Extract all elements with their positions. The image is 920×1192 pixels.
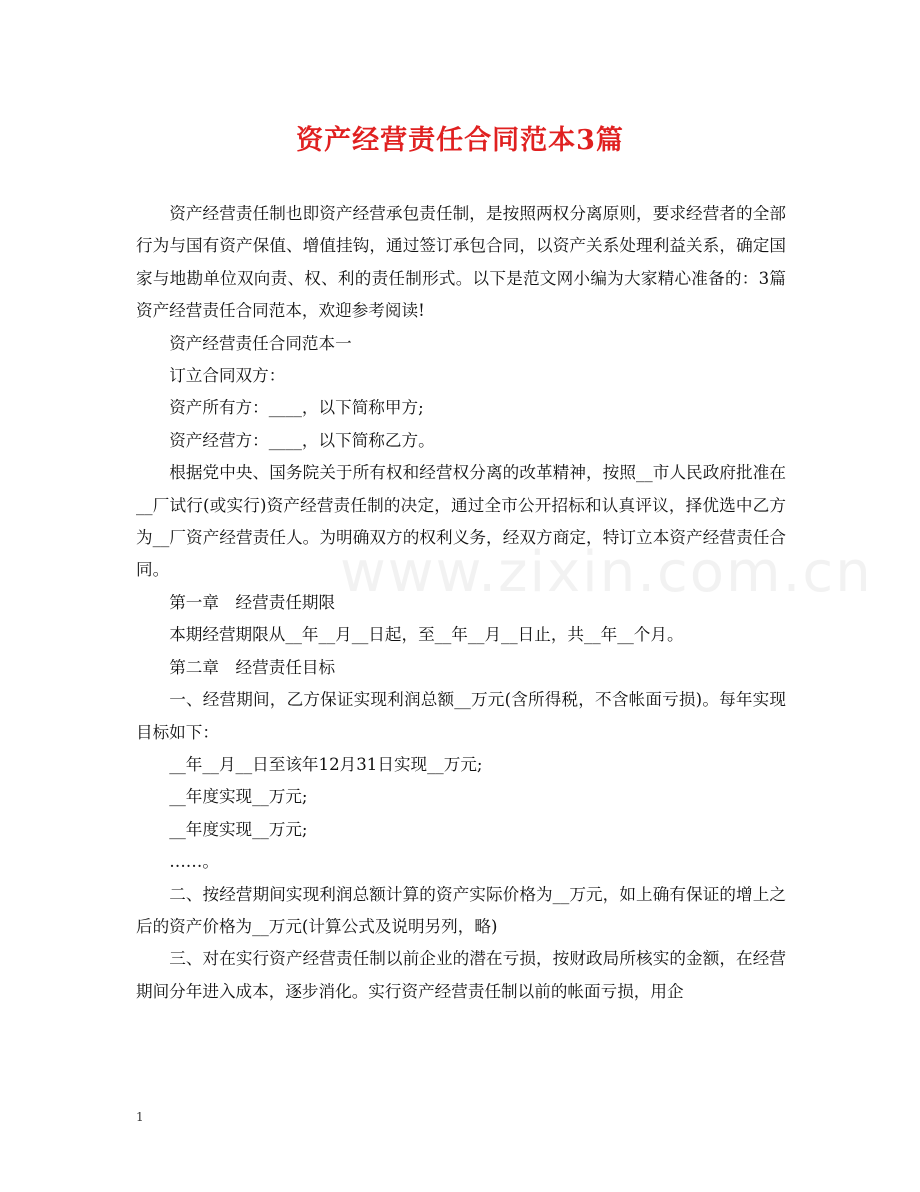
document-body (136, 198, 786, 1008)
chapter-heading: 第一章 经营责任期限 (169, 592, 336, 612)
chapter-heading: 第二章 经营责任目标 (169, 657, 336, 677)
paragraph: 二、按经营期间实现利润总额计算的资产实际价格为__万元，如上确有保证的增上之后的资产价格为__万元(计算公式及说明另列，略) (136, 884, 786, 936)
paragraph: 资产经营方：____，以下简称乙方。 (169, 430, 435, 450)
section-heading: 资产经营责任合同范本一 (169, 333, 352, 353)
paragraph: 一、经营期间，乙方保证实现利润总额__万元(含所得税，不含帐面亏损)。每年实现目标如下： (136, 690, 786, 742)
paragraph: 三、对在实行资产经营责任制以前企业的潜在亏损，按财政局所核实的金额，在经营期间分年进入成本，逐步消化。实行资产经营责任制以前的帐面亏损，用企 (136, 949, 786, 1001)
paragraph: 资产所有方：____，以下简称甲方; (169, 398, 424, 418)
watermark: www.zixin.com.cn (340, 540, 873, 605)
paragraph: __年__月__日至该年12月31日实现__万元; (169, 754, 483, 774)
paragraph: __年度实现__万元; (169, 819, 308, 839)
document-title: 资产经营责任合同范本3篇 (296, 125, 624, 156)
paragraph: ……。 (169, 852, 219, 872)
intro-paragraph: 资产经营责任制也即资产经营承包责任制，是按照两权分离原则，要求经营者的全部行为与国有资产保值、增值挂钩，通过签订承包合同，以资产关系处理利益关系，确定国家与地勘单位双向责、权、利的责任制形式。以下是范文网小编为大家精心准备的：3篇资产经营责任合同范本，欢迎参考阅读! (136, 204, 786, 321)
paragraph: __年度实现__万元; (169, 787, 308, 807)
paragraph: 本期经营期限从__年__月__日起，至__年__月__日止，共__年__个月。 (169, 625, 684, 645)
paragraph: 根据党中央、国务院关于所有权和经营权分离的改革精神，按照__市人民政府批准在__厂试行(或实行)资产经营责任制的决定，通过全市公开招标和认真评议，择优选中乙方为__厂资产经营责任人。为明确双方的权利义务，经双方商定，特订立本资产经营责任合同。 (136, 463, 786, 580)
page-number: 1 (136, 1110, 144, 1124)
paragraph: 订立合同双方： (169, 366, 286, 386)
